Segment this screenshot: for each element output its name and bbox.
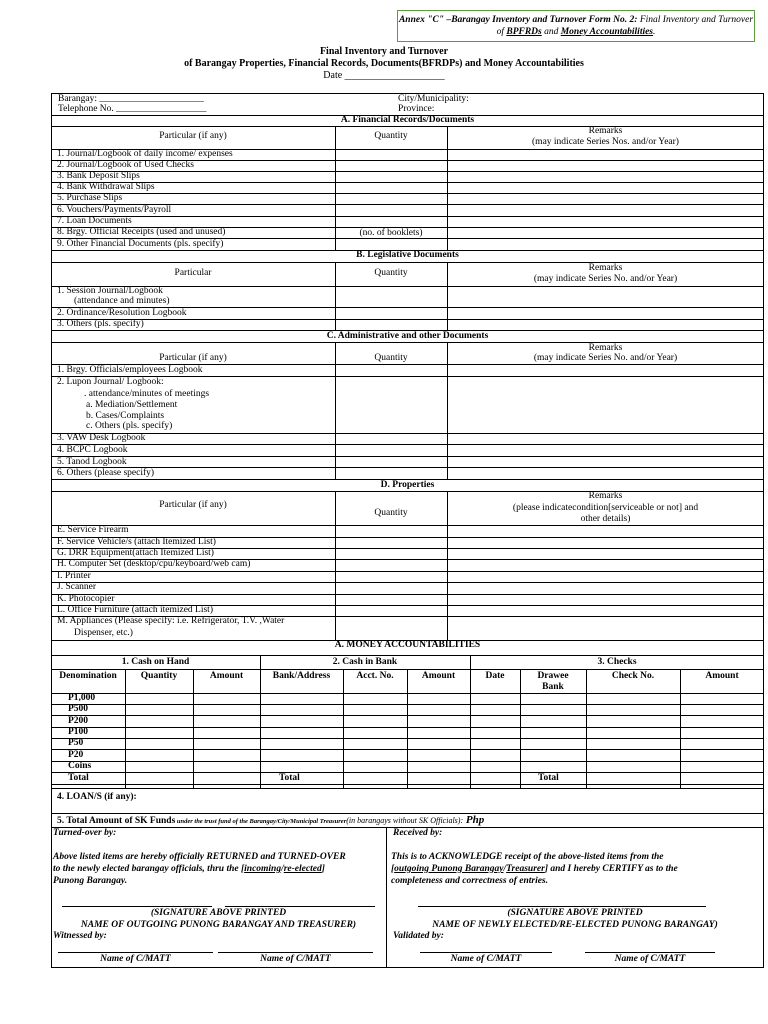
total-checks: Total [538, 773, 559, 783]
section-b-col-particular: Particular [174, 268, 212, 278]
cash-in-bank-label: 2. Cash in Bank [332, 657, 398, 667]
section-c-col-remarks-sub: (may indicate Series No. and/or Year) [533, 353, 678, 363]
province-field[interactable]: Province: [398, 104, 435, 114]
row-divider [51, 727, 764, 728]
annex-title: Annex "C" –Barangay Inventory and Turnover Form No. 2: [398, 15, 638, 25]
money-col-header: Amount [209, 671, 244, 681]
section-a-item: 1. Journal/Logbook of daily income/ expenses [57, 149, 233, 159]
row-divider [51, 761, 764, 762]
section-c-subitem: b. Cases/Complaints [86, 411, 165, 421]
telephone-field[interactable]: Telephone No. ___________________ [58, 104, 207, 114]
section-d-col-remarks: Remarks [588, 491, 623, 501]
section-a-item: 4. Bank Withdrawal Slips [57, 182, 155, 192]
denomination-cell: P1,000 [68, 693, 96, 703]
received-label: Received by: [393, 828, 443, 838]
section-b-col-quantity: Quantity [374, 268, 408, 278]
turned-over-label: Turned-over by: [53, 828, 117, 838]
section-b-item: 2. Ordinance/Resolution Logbook [57, 308, 187, 318]
denomination-cell: Coins [68, 761, 92, 771]
money-col-header: Quantity [140, 671, 178, 681]
section-d-col-remarks-sub: (please indicatecondition[serviceable or not] and [512, 503, 699, 513]
row-divider [51, 193, 764, 194]
total-bank: Total [279, 773, 300, 783]
section-a-title: A. Financial Records/Documents [340, 115, 475, 125]
denomination-cell: P50 [68, 738, 84, 748]
money-col-header: Bank [542, 682, 564, 692]
section-a-item: 2. Journal/Logbook of Used Checks [57, 160, 194, 170]
annex-rest: Final Inventory and Turnover of [496, 15, 754, 37]
grid-line [343, 669, 344, 788]
section-a-item: 7. Loan Documents [57, 216, 132, 226]
row-divider [51, 571, 764, 572]
money-col-header: Amount [705, 671, 739, 681]
witness-name-2: Name of C/MATT [260, 954, 331, 964]
signature-line[interactable] [420, 952, 552, 953]
header-date: Date ____________________ [323, 70, 445, 81]
section-c-item: 2. Lupon Journal/ Logbook: [57, 377, 164, 387]
money-title: A. MONEY ACCOUNTABILITIES [334, 640, 481, 650]
section-d-item: F. Service Vehicle/s (attach Itemized List) [57, 537, 216, 547]
section-a-col-particular: Particular (if any) [159, 131, 227, 141]
sk-funds-italic: (in barangays without SK Officials): [346, 816, 464, 825]
left-para-4: Punong Barangay. [53, 876, 128, 886]
money-col-header: Date [485, 671, 505, 681]
grid-line [586, 669, 587, 788]
signature-line[interactable] [62, 906, 212, 907]
signature-line[interactable] [218, 952, 373, 953]
money-col-header: Acct. No. [356, 671, 394, 681]
sk-funds-bold: 5. Total Amount of SK Funds [57, 816, 176, 826]
row-divider [51, 594, 764, 595]
right-para-2-line [391, 864, 678, 875]
money-col-header: Bank/Address [272, 671, 331, 681]
cash-on-hand-label: 1. Cash on Hand [121, 657, 190, 667]
row-divider [51, 182, 764, 183]
right-para-1: This is to ACKNOWLEDGE receipt of the above-listed items from the [391, 852, 664, 862]
sk-funds-small: under the trust fund of the Barangay/City/Municipal Treasurer [175, 818, 347, 825]
denomination-cell: Total [68, 773, 89, 783]
header-line1: Final Inventory and Turnover [319, 46, 449, 57]
booklets-note: (no. of booklets) [359, 228, 423, 238]
section-c-col-remarks: Remarks [588, 343, 623, 353]
section-b-item: (attendance and minutes) [74, 296, 170, 306]
section-d-item: M. Appliances (Please specify: i.e. Refrigerator, T.V. ,Water [57, 616, 285, 626]
section-b-col-remarks: Remarks [588, 263, 623, 273]
sig-right-2: NAME OF NEWLY ELECTED/RE-ELECTED PUNONG BARANGAY) [432, 920, 718, 930]
section-c-item: 4. BCPC Logbook [57, 445, 128, 455]
signature-line[interactable] [58, 952, 213, 953]
validator-name-2: Name of C/MATT [614, 954, 686, 964]
section-b-col-remarks-sub: (may indicate Series No. and/or Year) [533, 274, 678, 284]
section-d-item: K. Photocopier [57, 594, 115, 604]
money-col-header: Check No. [611, 671, 655, 681]
section-d-item: G. DRR Equipment(attach Itemized List) [57, 548, 214, 558]
annex-money: Money Accountabilities [560, 27, 654, 37]
section-d-item: Dispenser, etc.) [74, 628, 133, 638]
row-divider [51, 738, 764, 739]
grid-line [193, 669, 194, 788]
section-a-item: 9. Other Financial Documents (pls. specify) [57, 239, 224, 249]
right-para-2: [ [391, 864, 395, 874]
section-d-item: I. Printer [57, 571, 91, 581]
left-reelected: re-elected [283, 864, 322, 874]
city-field[interactable]: City/Municipality: [398, 94, 469, 104]
section-a-col-quantity: Quantity [374, 131, 408, 141]
section-a-item: 6. Vouchers/Payments/Payroll [57, 205, 172, 215]
validated-label: Validated by: [393, 931, 444, 941]
money-col-header: Amount [421, 671, 456, 681]
sk-funds-line [57, 815, 484, 827]
sk-funds-php: Php [463, 814, 485, 826]
section-a-col-remarks-sub: (may indicate Series Nos. and/or Year) [532, 137, 679, 147]
section-d-item: J. Scanner [57, 582, 97, 592]
right-outgoing: outgoing Punong Barangay [394, 864, 504, 874]
header-line2: of Barangay Properties, Financial Records, Documents(BFRDPs) and Money Accountabilities [184, 58, 584, 69]
right-treasurer: Treasurer [506, 864, 545, 874]
section-b-item: 3. Others (pls. specify) [57, 319, 144, 329]
section-c-title: C. Administrative and other Documents [326, 331, 489, 341]
witness-name-1: Name of C/MATT [100, 954, 171, 964]
money-col-header: Drawee [537, 671, 569, 681]
section-c-item: 3. VAW Desk Logbook [57, 433, 146, 443]
denomination-cell: P200 [68, 716, 89, 726]
section-c-item: 6. Others (please specify) [57, 468, 155, 478]
sig-left-2: NAME OF OUTGOING PUNONG BARANGAY AND TREASURER) [80, 920, 357, 930]
section-a-col-remarks: Remarks [588, 126, 623, 136]
section-d-col-particular: Particular (if any) [159, 500, 227, 510]
row-divider [51, 171, 764, 172]
witnessed-label: Witnessed by: [53, 931, 107, 941]
annex-and: and [541, 27, 561, 37]
denomination-cell: P20 [68, 750, 84, 760]
row-divider [51, 715, 764, 716]
money-col-header: Denomination [59, 671, 117, 681]
barangay-field[interactable]: Barangay: ______________________ [58, 94, 204, 104]
grid-line [680, 669, 681, 788]
section-d-item: H. Computer Set (desktop/cpu/keyboard/web cam) [57, 559, 251, 569]
signature-line[interactable] [585, 952, 715, 953]
section-d-col-quantity: Quantity [374, 508, 408, 518]
row-divider [51, 749, 764, 750]
left-para-2: to the newly elected barangay officials, thru the [ [53, 864, 245, 874]
grid-line [125, 669, 126, 788]
row-divider [51, 772, 764, 773]
right-slash: / [503, 864, 507, 874]
section-a-item: 5. Purchase Slips [57, 193, 123, 203]
section-c-subitem: c. Others (pls. specify) [86, 421, 173, 431]
right-para-3: ] and I hereby CERTIFY as to the [544, 864, 678, 874]
annex-dot: . [653, 27, 656, 37]
section-c-subitem: . attendance/minutes of meetings [84, 389, 210, 399]
annex-box [397, 10, 755, 42]
left-incoming: incoming [244, 864, 282, 874]
denomination-cell: P500 [68, 704, 89, 714]
row-divider [51, 216, 764, 217]
row-divider [51, 693, 764, 694]
left-para-3: ] [321, 864, 325, 874]
section-c-col-quantity: Quantity [374, 353, 408, 363]
annex-bpfrds: BPFRDs [506, 27, 542, 37]
left-slash: / [281, 864, 284, 874]
section-a-item: 3. Bank Deposit Slips [57, 171, 140, 181]
section-d-item: E. Service Firearm [57, 525, 129, 535]
sig-right-1: (SIGNATURE ABOVE PRINTED [507, 908, 643, 918]
section-b-item: 1. Session Journal/Logbook [57, 286, 163, 296]
row-divider [51, 582, 764, 583]
left-para-2-line [53, 864, 325, 875]
section-c-col-particular: Particular (if any) [159, 353, 227, 363]
signature-line[interactable] [225, 906, 375, 907]
left-para-1: Above listed items are hereby officially RETURNED and TURNED-OVER [53, 852, 346, 862]
denomination-cell: P100 [68, 727, 89, 737]
section-d-title: D. Properties [380, 480, 435, 490]
loans-label: 4. LOAN/S (if any): [57, 792, 137, 802]
row-divider [51, 704, 764, 705]
section-d-item: L. Office Furniture (attach itemized List) [57, 605, 213, 615]
right-para-4: completeness and correctness of entries. [391, 876, 549, 886]
section-d-col-remarks-sub2: other details) [580, 514, 631, 524]
validator-name-1: Name of C/MATT [450, 954, 522, 964]
section-a-item: 8. Brgy. Official Receipts (used and unused) [57, 227, 226, 237]
sig-left-1: (SIGNATURE ABOVE PRINTED [150, 908, 287, 918]
section-c-subitem: a. Mediation/Settlement [86, 400, 178, 410]
signature-line[interactable] [418, 906, 706, 907]
section-c-item: 1. Brgy. Officials/employees Logbook [57, 365, 203, 375]
row-divider [51, 784, 764, 785]
section-b-title: B. Legislative Documents [356, 250, 459, 260]
checks-label: 3. Checks [597, 657, 637, 667]
section-c-item: 5. Tanod Logbook [57, 457, 127, 467]
grid-line [407, 669, 408, 788]
